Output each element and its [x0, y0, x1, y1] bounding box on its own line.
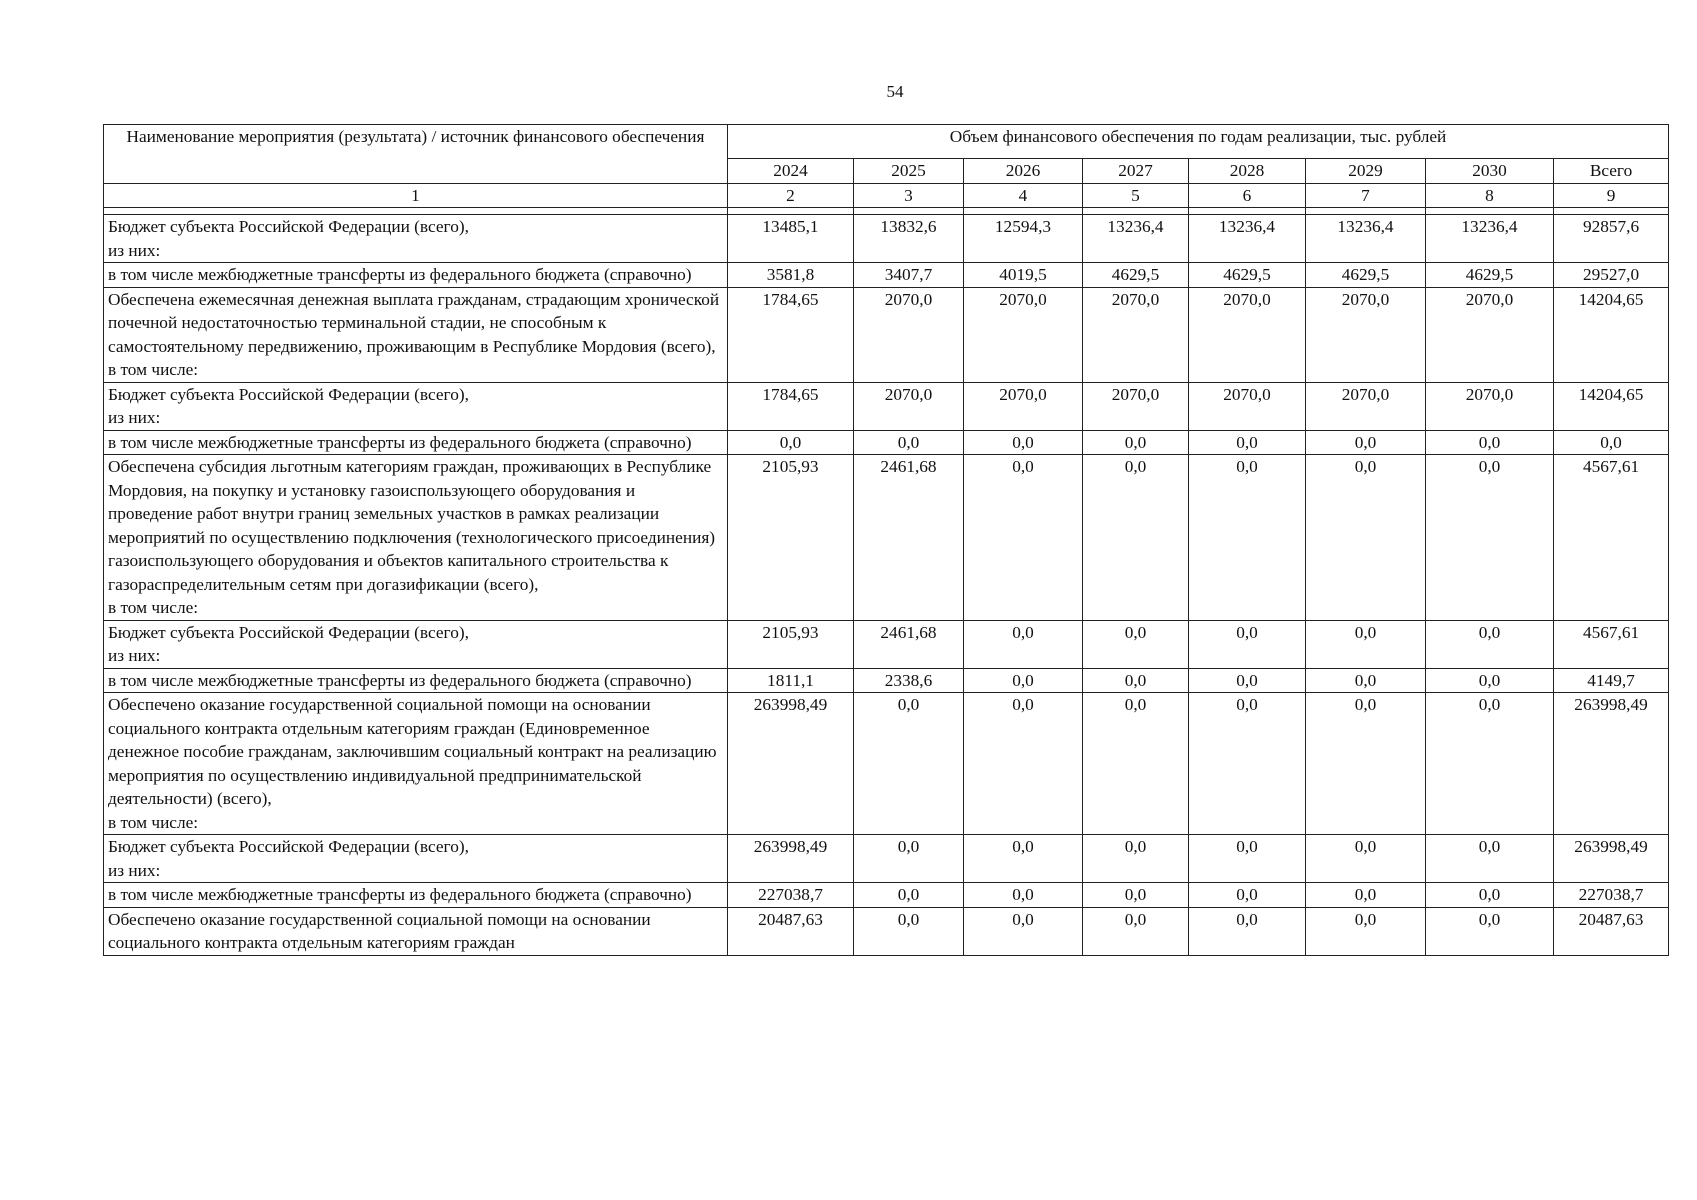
- header-name-column: Наименование мероприятия (результата) / источник финансового обеспечения: [104, 125, 728, 184]
- table-row: [104, 455, 1669, 621]
- row-value: 0,0: [964, 907, 1083, 955]
- row-value: 0,0: [1306, 693, 1426, 835]
- column-index: 4: [964, 183, 1083, 208]
- column-index: 2: [728, 183, 854, 208]
- table-row: [104, 430, 1669, 455]
- row-value: 1784,65: [728, 287, 854, 382]
- table-row: [104, 907, 1669, 955]
- header-year: 2028: [1189, 159, 1306, 184]
- row-value: 2461,68: [854, 455, 964, 621]
- row-value: 0,0: [728, 430, 854, 455]
- row-value: 0,0: [1426, 835, 1554, 883]
- financing-table: [103, 124, 1669, 956]
- row-value: 0,0: [1306, 668, 1426, 693]
- row-value: 4629,5: [1189, 263, 1306, 288]
- table-row: [104, 287, 1669, 382]
- row-value: 0,0: [964, 620, 1083, 668]
- row-total: 0,0: [1554, 430, 1669, 455]
- row-name: Бюджет субъекта Российской Федерации (всего), из них:: [104, 215, 728, 263]
- row-value: 0,0: [1426, 455, 1554, 621]
- row-value: 0,0: [964, 455, 1083, 621]
- row-value: 0,0: [1083, 455, 1189, 621]
- row-value: 4629,5: [1426, 263, 1554, 288]
- row-value: 0,0: [1189, 693, 1306, 835]
- row-value: 0,0: [1083, 883, 1189, 908]
- row-value: 2105,93: [728, 620, 854, 668]
- header-year: 2026: [964, 159, 1083, 184]
- row-total: 20487,63: [1554, 907, 1669, 955]
- row-value: 0,0: [1426, 907, 1554, 955]
- row-name: Обеспечено оказание государственной социальной помощи на основании социального контракта отдельным категориям граждан (Единовременное денежное пособие гражданам, заключившим социальный контракт на реализацию мероприятия по осуществлению индивидуальной предпринимательской деятельности) (всего), в том числе:: [104, 693, 728, 835]
- row-value: 0,0: [1306, 835, 1426, 883]
- row-value: 0,0: [854, 883, 964, 908]
- row-value: 0,0: [1083, 907, 1189, 955]
- column-index: 9: [1554, 183, 1669, 208]
- row-name: Бюджет субъекта Российской Федерации (всего), из них:: [104, 382, 728, 430]
- table-row: [104, 620, 1669, 668]
- row-value: 2070,0: [1306, 382, 1426, 430]
- row-value: 2070,0: [1083, 382, 1189, 430]
- row-value: 0,0: [1189, 668, 1306, 693]
- row-total: 29527,0: [1554, 263, 1669, 288]
- row-value: 0,0: [854, 430, 964, 455]
- row-value: 0,0: [1426, 693, 1554, 835]
- row-value: 0,0: [1189, 430, 1306, 455]
- row-value: 0,0: [1426, 883, 1554, 908]
- row-value: 263998,49: [728, 835, 854, 883]
- row-total: 92857,6: [1554, 215, 1669, 263]
- row-value: 0,0: [1083, 430, 1189, 455]
- row-value: 2105,93: [728, 455, 854, 621]
- row-value: 2070,0: [1189, 382, 1306, 430]
- row-value: 0,0: [1306, 907, 1426, 955]
- header-year: 2030: [1426, 159, 1554, 184]
- row-name: Бюджет субъекта Российской Федерации (всего), из них:: [104, 835, 728, 883]
- column-index: 5: [1083, 183, 1189, 208]
- row-value: 0,0: [1306, 620, 1426, 668]
- row-value: 0,0: [854, 693, 964, 835]
- column-index: 3: [854, 183, 964, 208]
- row-value: 2070,0: [1189, 287, 1306, 382]
- column-index: 7: [1306, 183, 1426, 208]
- row-value: 13832,6: [854, 215, 964, 263]
- table-row: [104, 382, 1669, 430]
- row-name: Бюджет субъекта Российской Федерации (всего), из них:: [104, 620, 728, 668]
- row-value: 20487,63: [728, 907, 854, 955]
- row-value: 4019,5: [964, 263, 1083, 288]
- row-value: 2070,0: [964, 382, 1083, 430]
- row-total: 14204,65: [1554, 382, 1669, 430]
- row-value: 0,0: [1083, 668, 1189, 693]
- row-total: 263998,49: [1554, 835, 1669, 883]
- column-index: 6: [1189, 183, 1306, 208]
- row-total: 4149,7: [1554, 668, 1669, 693]
- row-value: 0,0: [854, 907, 964, 955]
- row-name: Обеспечено оказание государственной социальной помощи на основании социального контракта отдельным категориям граждан: [104, 907, 728, 955]
- row-value: 2070,0: [854, 382, 964, 430]
- column-index: 8: [1426, 183, 1554, 208]
- row-value: 2070,0: [1306, 287, 1426, 382]
- row-value: 2070,0: [964, 287, 1083, 382]
- row-value: 0,0: [1426, 620, 1554, 668]
- row-value: 0,0: [1189, 883, 1306, 908]
- row-value: 0,0: [964, 668, 1083, 693]
- header-year: 2029: [1306, 159, 1426, 184]
- row-name: в том числе межбюджетные трансферты из федерального бюджета (справочно): [104, 668, 728, 693]
- row-name: в том числе межбюджетные трансферты из федерального бюджета (справочно): [104, 430, 728, 455]
- row-value: 4629,5: [1083, 263, 1189, 288]
- row-total: 4567,61: [1554, 620, 1669, 668]
- row-value: 0,0: [1189, 455, 1306, 621]
- row-value: 0,0: [1306, 883, 1426, 908]
- row-value: 13236,4: [1189, 215, 1306, 263]
- row-value: 227038,7: [728, 883, 854, 908]
- row-value: 0,0: [1306, 455, 1426, 621]
- row-value: 2338,6: [854, 668, 964, 693]
- row-value: 0,0: [1083, 620, 1189, 668]
- row-value: 2070,0: [1426, 382, 1554, 430]
- row-value: 2070,0: [854, 287, 964, 382]
- row-value: 13236,4: [1083, 215, 1189, 263]
- row-value: 2070,0: [1083, 287, 1189, 382]
- row-name: Обеспечена субсидия льготным категориям граждан, проживающих в Республике Мордовия, на покупку и установку газоиспользующего оборудования и проведение работ внутри границ земельных участков в рамках реализации мероприятий по осуществлению подключения (технологического присоединения) газоиспользующего оборудования и объектов капитального строительства к газораспределительным сетям при догазификации (всего), в том числе:: [104, 455, 728, 621]
- table-row: [104, 263, 1669, 288]
- row-value: 1811,1: [728, 668, 854, 693]
- row-name: Обеспечена ежемесячная денежная выплата гражданам, страдающим хронической почечной недостаточностью терминальной стадии, не способным к самостоятельному передвижению, проживающим в Республике Мордовия (всего), в том числе:: [104, 287, 728, 382]
- row-value: 0,0: [1189, 835, 1306, 883]
- row-value: 0,0: [1083, 693, 1189, 835]
- row-value: 263998,49: [728, 693, 854, 835]
- page-number: 54: [886, 82, 904, 101]
- row-value: 0,0: [1306, 430, 1426, 455]
- header-total: Всего: [1554, 159, 1669, 184]
- row-total: 14204,65: [1554, 287, 1669, 382]
- row-total: 4567,61: [1554, 455, 1669, 621]
- row-value: 13236,4: [1306, 215, 1426, 263]
- row-value: 0,0: [964, 693, 1083, 835]
- row-value: 13485,1: [728, 215, 854, 263]
- row-total: 263998,49: [1554, 693, 1669, 835]
- header-funding-group: Объем финансового обеспечения по годам реализации, тыс. рублей: [728, 125, 1669, 159]
- row-value: 12594,3: [964, 215, 1083, 263]
- table-row: [104, 835, 1669, 883]
- row-value: 0,0: [1083, 835, 1189, 883]
- row-value: 0,0: [1189, 620, 1306, 668]
- table-body: [104, 215, 1669, 956]
- row-value: 0,0: [964, 835, 1083, 883]
- table-row: [104, 668, 1669, 693]
- row-value: 2461,68: [854, 620, 964, 668]
- header-year: 2024: [728, 159, 854, 184]
- row-value: 0,0: [964, 883, 1083, 908]
- row-value: 0,0: [964, 430, 1083, 455]
- column-index: 1: [104, 183, 728, 208]
- row-value: 0,0: [854, 835, 964, 883]
- table-row: [104, 883, 1669, 908]
- row-value: 3581,8: [728, 263, 854, 288]
- row-value: 0,0: [1426, 430, 1554, 455]
- row-total: 227038,7: [1554, 883, 1669, 908]
- table-row: [104, 693, 1669, 835]
- header-year: 2027: [1083, 159, 1189, 184]
- row-name: в том числе межбюджетные трансферты из федерального бюджета (справочно): [104, 263, 728, 288]
- row-value: 4629,5: [1306, 263, 1426, 288]
- header-year: 2025: [854, 159, 964, 184]
- row-value: 3407,7: [854, 263, 964, 288]
- table-row: [104, 215, 1669, 263]
- row-value: 0,0: [1189, 907, 1306, 955]
- row-value: 13236,4: [1426, 215, 1554, 263]
- row-value: 0,0: [1426, 668, 1554, 693]
- row-value: 2070,0: [1426, 287, 1554, 382]
- row-name: в том числе межбюджетные трансферты из федерального бюджета (справочно): [104, 883, 728, 908]
- row-value: 1784,65: [728, 382, 854, 430]
